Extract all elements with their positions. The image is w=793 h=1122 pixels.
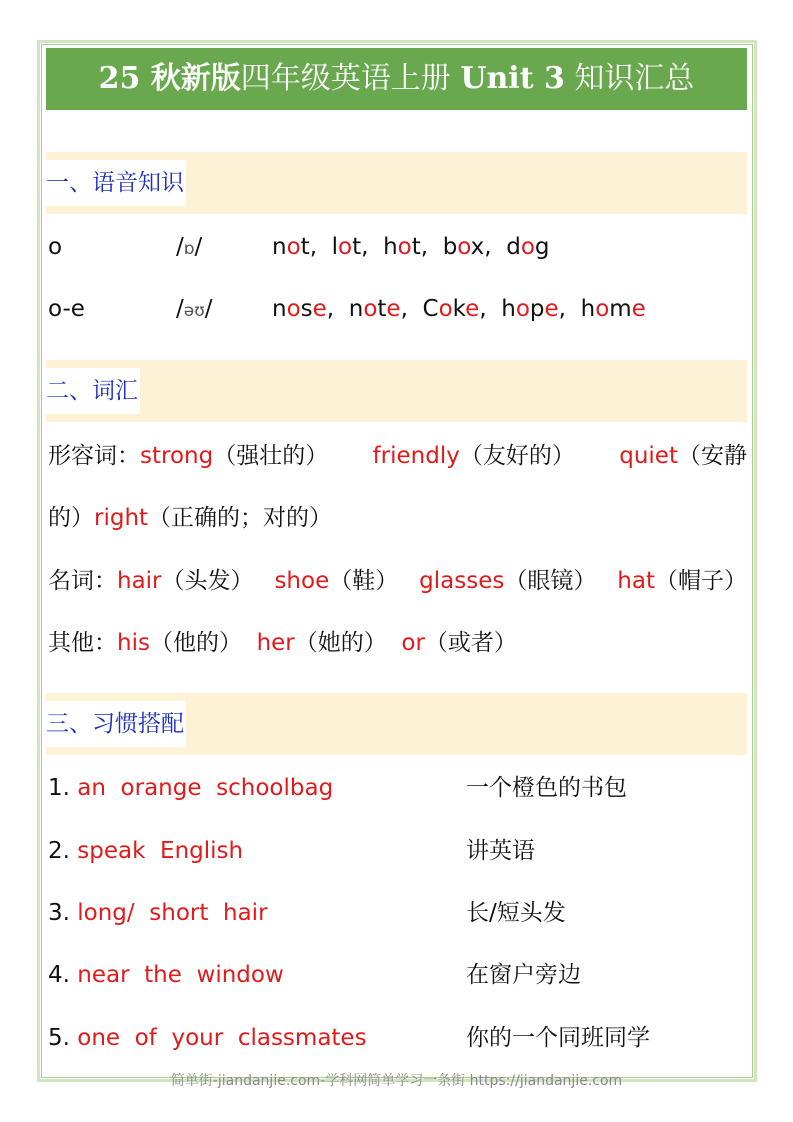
vocab-group: shoe（鞋）: [274, 568, 399, 594]
phonics-ipa: /əʊ/: [176, 296, 213, 322]
phrase-row-5: 5. one of your classmates 你的一个同班同学: [48, 1025, 650, 1051]
phonics-words: not, lot, hot, box, dog: [272, 234, 550, 260]
vocab-group: quiet（安静: [619, 443, 747, 469]
vocab-noun-line: [48, 566, 747, 596]
footer-watermark: 简单街-jiandanjie.com-学科网简单学习一条街 https://jiandanjie.com: [170, 1073, 623, 1089]
phonics-ipa: /ɒ/: [176, 234, 203, 260]
page-title: [46, 48, 747, 110]
title-part1: 25 秋新版: [98, 61, 241, 96]
title-part2: 四年级英语上册: [240, 61, 461, 96]
phrase-row-4: 4. near the window 在窗户旁边: [48, 962, 581, 988]
title-part4: 知识汇总: [564, 61, 695, 96]
phonics-word: home: [580, 296, 646, 322]
phonics-word: Coke: [422, 296, 480, 322]
vocab-group: hat（帽子）: [617, 568, 747, 594]
vocab-group: 形容词：strong（强壮的）: [48, 443, 329, 469]
phonics-words: nose, note, Coke, hope, home: [272, 296, 646, 322]
phonics-word: nose: [272, 296, 327, 322]
phonics-word: hope: [501, 296, 559, 322]
section3-label: 三、习惯搭配: [46, 701, 186, 747]
phonics-word: box: [442, 234, 485, 260]
phonics-letter: o: [48, 234, 63, 260]
vocab-adj-line: [48, 441, 747, 471]
phrase-row-2: 2. speak English 讲英语: [48, 838, 535, 864]
section3-header: [46, 693, 747, 755]
phonics-word: not: [272, 234, 310, 260]
phonics-word: lot: [331, 234, 362, 260]
vocab-other-line: 其他：his（他的） her（她的） or（或者）: [48, 630, 517, 656]
phrase-row-1: 1. an orange schoolbag 一个橙色的书包: [48, 775, 627, 801]
section2-label: 二、词汇: [46, 368, 140, 414]
phonics-word: note: [348, 296, 401, 322]
phonics-word: dog: [506, 234, 550, 260]
phonics-word: hot: [383, 234, 421, 260]
section2-header: [46, 360, 747, 422]
title-part3: Unit 3: [460, 61, 565, 96]
phrase-row-3: 3. long/ short hair 长/短头发: [48, 900, 566, 926]
vocab-group: friendly（友好的）: [372, 443, 575, 469]
vocab-adj-line-cont: 的）right（正确的；对的）: [48, 505, 333, 531]
vocab-group: 名词：hair（头发）: [48, 568, 254, 594]
section1-label: 一、语音知识: [46, 160, 186, 206]
vocab-group: glasses（眼镜）: [419, 568, 597, 594]
phonics-letter: o-e: [48, 296, 85, 322]
section1-header: [46, 152, 747, 214]
